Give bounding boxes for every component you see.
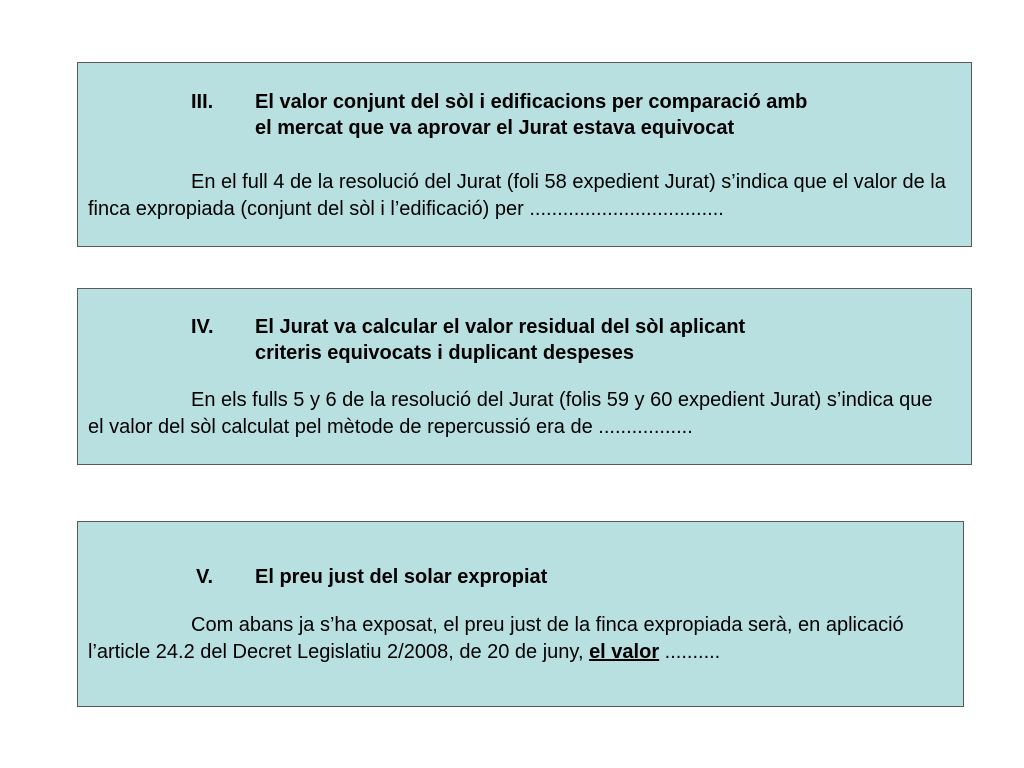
section-numeral: IV. xyxy=(191,316,214,338)
heading-line: El preu just del solar expropiat xyxy=(255,566,548,588)
section-heading xyxy=(78,89,971,141)
section-numeral: III. xyxy=(191,91,214,113)
paragraph-trailing-dots: .......... xyxy=(659,641,721,663)
section-numeral: V. xyxy=(196,566,214,588)
heading-line: El Jurat va calcular el valor residual del sòl aplicant xyxy=(255,316,746,338)
section-heading-text xyxy=(255,564,963,590)
section-box-iv xyxy=(77,288,972,465)
section-box-v xyxy=(77,521,964,707)
section-heading-text xyxy=(255,89,971,141)
heading-line: El valor conjunt del sòl i edificacions per comparació amb xyxy=(255,91,808,113)
section-paragraph: En els fulls 5 y 6 de la resolució del Jurat (folis 59 y 60 expedient Jurat) s’indica que el valor del sòl calculat pel mètode de repercussió era de ................. xyxy=(88,389,933,438)
section-box-iii xyxy=(77,62,972,247)
paragraph-text: Com abans ja s’ha exposat, el preu just de la finca expropiada serà, en aplicació l’article 24.2 del Decret Legislatiu 2/2008, de 20 de juny, xyxy=(88,614,904,663)
section-paragraph: En el full 4 de la resolució del Jurat (foli 58 expedient Jurat) s’indica que el valor de la finca expropiada (conjunt del sòl i l’edificació) per ................................... xyxy=(88,171,946,220)
section-paragraph xyxy=(88,612,945,666)
section-heading xyxy=(78,564,963,590)
heading-line: criteris equivocats i duplicant despeses xyxy=(255,342,635,364)
section-heading xyxy=(78,314,971,366)
section-heading-text xyxy=(255,314,971,366)
heading-line: el mercat que va aprovar el Jurat estava equivocat xyxy=(255,117,735,139)
emphasized-text: el valor xyxy=(589,641,660,663)
